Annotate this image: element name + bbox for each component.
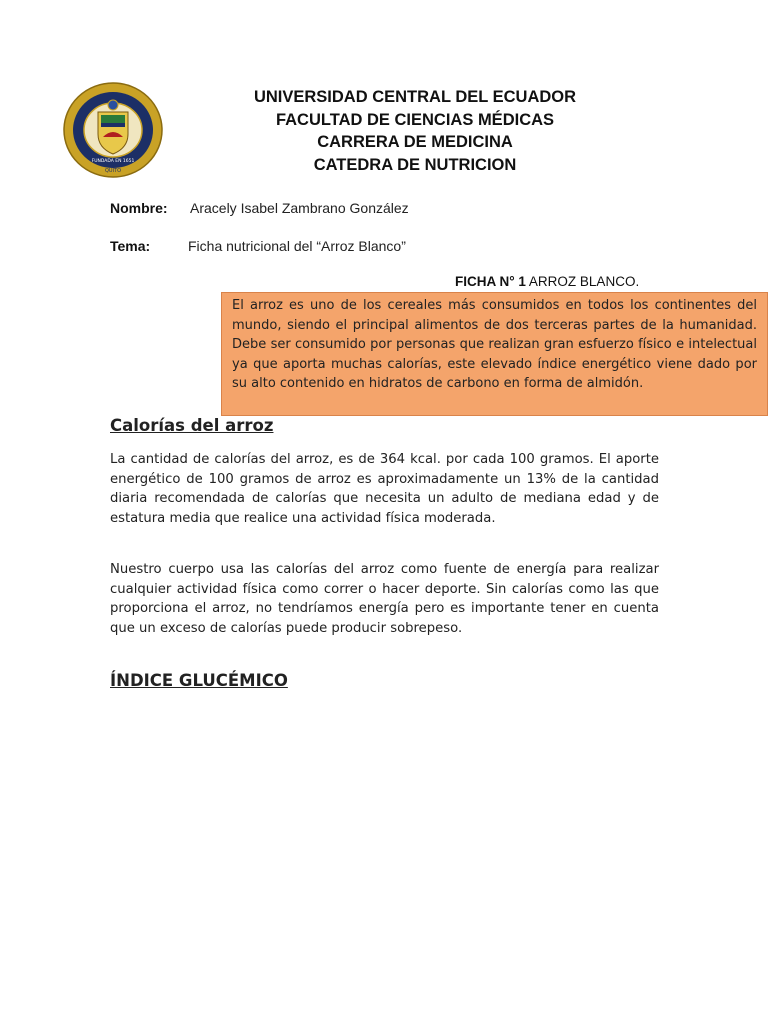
header-line-faculty: FACULTAD DE CIENCIAS MÉDICAS <box>275 110 555 129</box>
svg-text:QUITO: QUITO <box>104 168 122 174</box>
institution-header <box>120 86 710 176</box>
ficha-label: FICHA N° 1 <box>455 274 526 289</box>
calorias-heading: Calorías del arroz <box>110 416 274 435</box>
tema-value: Ficha nutricional del “Arroz Blanco” <box>188 238 406 254</box>
nombre-label: Nombre: <box>110 200 168 216</box>
svg-text:FUNDADA EN 1651: FUNDADA EN 1651 <box>91 159 135 164</box>
calorias-paragraph-1: La cantidad de calorías del arroz, es de 364 kcal. por cada 100 gramos. El aporte energético de 100 gramos de arroz es aproximadamente un 13% de la cantidad diaria recomendada de calorías que necesita un adulto de mediana edad y de estatura media que realice una actividad física moderada. <box>110 452 659 526</box>
header-line-chair: CATEDRA DE NUTRICION <box>313 155 517 174</box>
header-line-career: CARRERA DE MEDICINA <box>317 133 513 151</box>
nombre-value: Aracely Isabel Zambrano González <box>190 200 409 216</box>
intro-highlight-box: El arroz es uno de los cereales más consumidos en todos los continentes del mundo, siendo el principal alimentos de dos terceras partes de la humanidad. Debe ser consumido por personas que realizan gran esfuerzo físico e intelectual ya que aporta muchas calorías, este elevado índice energético viene dado por su alto contenido en hidratos de carbono en forma de almidón. <box>221 292 768 416</box>
calorias-paragraph-2: Nuestro cuerpo usa las calorías del arroz como fuente de energía para realizar cualquier actividad física como correr o hacer deporte. Sin calorías como las que proporciona el arroz, no tendríamos energía pero es importante tener en cuenta que un exceso de calorías puede producir sobrepeso. <box>110 562 659 636</box>
tema-label: Tema: <box>110 238 151 254</box>
ficha-name: ARROZ BLANCO. <box>528 274 640 289</box>
ficha-title <box>455 274 639 289</box>
header-line-university: UNIVERSIDAD CENTRAL DEL ECUADOR <box>253 88 577 106</box>
indice-glucemico-heading: ÍNDICE GLUCÉMICO <box>110 671 288 690</box>
